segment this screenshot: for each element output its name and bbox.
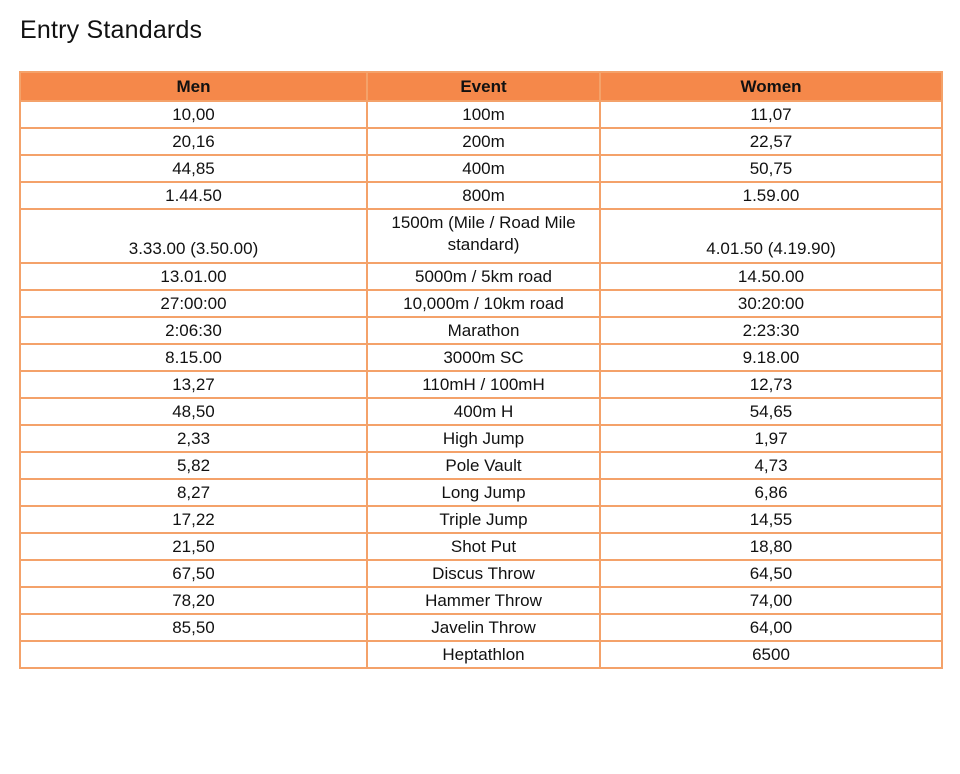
cell-men bbox=[20, 641, 367, 668]
cell-event: Discus Throw bbox=[367, 560, 600, 587]
cell-women: 4.01.50 (4.19.90) bbox=[600, 209, 942, 263]
table-row bbox=[20, 317, 942, 344]
page-title: Entry Standards bbox=[20, 16, 203, 44]
cell-men: 27:00:00 bbox=[20, 290, 367, 317]
cell-women: 11,07 bbox=[600, 101, 942, 128]
cell-women: 74,00 bbox=[600, 587, 942, 614]
cell-men: 44,85 bbox=[20, 155, 367, 182]
cell-women: 14.50.00 bbox=[600, 263, 942, 290]
cell-event: Javelin Throw bbox=[367, 614, 600, 641]
cell-men: 3.33.00 (3.50.00) bbox=[20, 209, 367, 263]
cell-men: 2,33 bbox=[20, 425, 367, 452]
table-row bbox=[20, 290, 942, 317]
table-row bbox=[20, 479, 942, 506]
cell-event: 400m bbox=[367, 155, 600, 182]
cell-men: 17,22 bbox=[20, 506, 367, 533]
cell-men: 2:06:30 bbox=[20, 317, 367, 344]
cell-women: 1,97 bbox=[600, 425, 942, 452]
cell-event: 5000m / 5km road bbox=[367, 263, 600, 290]
cell-men: 21,50 bbox=[20, 533, 367, 560]
cell-women: 30:20:00 bbox=[600, 290, 942, 317]
table-row bbox=[20, 641, 942, 668]
table-row bbox=[20, 452, 942, 479]
cell-event: Triple Jump bbox=[367, 506, 600, 533]
cell-event: Marathon bbox=[367, 317, 600, 344]
header-women: Women bbox=[600, 72, 942, 101]
cell-men: 8.15.00 bbox=[20, 344, 367, 371]
header-event: Event bbox=[367, 72, 600, 101]
cell-event: 800m bbox=[367, 182, 600, 209]
cell-women: 54,65 bbox=[600, 398, 942, 425]
cell-men: 13.01.00 bbox=[20, 263, 367, 290]
table-row bbox=[20, 209, 942, 263]
cell-men: 20,16 bbox=[20, 128, 367, 155]
header-men: Men bbox=[20, 72, 367, 101]
cell-event: 400m H bbox=[367, 398, 600, 425]
cell-women: 6500 bbox=[600, 641, 942, 668]
cell-men: 10,00 bbox=[20, 101, 367, 128]
entry-standards-table bbox=[19, 71, 943, 669]
cell-event: 3000m SC bbox=[367, 344, 600, 371]
cell-event: 10,000m / 10km road bbox=[367, 290, 600, 317]
table-row bbox=[20, 101, 942, 128]
cell-event: 1500m (Mile / Road Mile standard) bbox=[367, 209, 600, 263]
cell-event: Pole Vault bbox=[367, 452, 600, 479]
cell-event: Heptathlon bbox=[367, 641, 600, 668]
cell-women: 4,73 bbox=[600, 452, 942, 479]
table-body bbox=[20, 101, 942, 668]
cell-men: 85,50 bbox=[20, 614, 367, 641]
cell-women: 12,73 bbox=[600, 371, 942, 398]
table-row bbox=[20, 128, 942, 155]
cell-women: 22,57 bbox=[600, 128, 942, 155]
cell-event: 200m bbox=[367, 128, 600, 155]
table-header-row bbox=[20, 72, 942, 101]
cell-women: 2:23:30 bbox=[600, 317, 942, 344]
cell-event: High Jump bbox=[367, 425, 600, 452]
cell-men: 13,27 bbox=[20, 371, 367, 398]
cell-women: 18,80 bbox=[600, 533, 942, 560]
cell-event: Shot Put bbox=[367, 533, 600, 560]
cell-women: 1.59.00 bbox=[600, 182, 942, 209]
cell-women: 50,75 bbox=[600, 155, 942, 182]
table-row bbox=[20, 344, 942, 371]
cell-women: 64,50 bbox=[600, 560, 942, 587]
table-row bbox=[20, 182, 942, 209]
table-row bbox=[20, 587, 942, 614]
table-row bbox=[20, 560, 942, 587]
cell-event: Hammer Throw bbox=[367, 587, 600, 614]
cell-men: 8,27 bbox=[20, 479, 367, 506]
cell-women: 9.18.00 bbox=[600, 344, 942, 371]
table-row bbox=[20, 506, 942, 533]
cell-men: 5,82 bbox=[20, 452, 367, 479]
cell-women: 14,55 bbox=[600, 506, 942, 533]
cell-men: 1.44.50 bbox=[20, 182, 367, 209]
cell-women: 64,00 bbox=[600, 614, 942, 641]
cell-event: Long Jump bbox=[367, 479, 600, 506]
cell-event: 100m bbox=[367, 101, 600, 128]
cell-men: 78,20 bbox=[20, 587, 367, 614]
cell-event: 110mH / 100mH bbox=[367, 371, 600, 398]
table-row bbox=[20, 371, 942, 398]
table-row bbox=[20, 263, 942, 290]
cell-women: 6,86 bbox=[600, 479, 942, 506]
table-row bbox=[20, 533, 942, 560]
cell-men: 48,50 bbox=[20, 398, 367, 425]
table-row bbox=[20, 398, 942, 425]
table-row bbox=[20, 425, 942, 452]
cell-men: 67,50 bbox=[20, 560, 367, 587]
table-row bbox=[20, 155, 942, 182]
table-row bbox=[20, 614, 942, 641]
